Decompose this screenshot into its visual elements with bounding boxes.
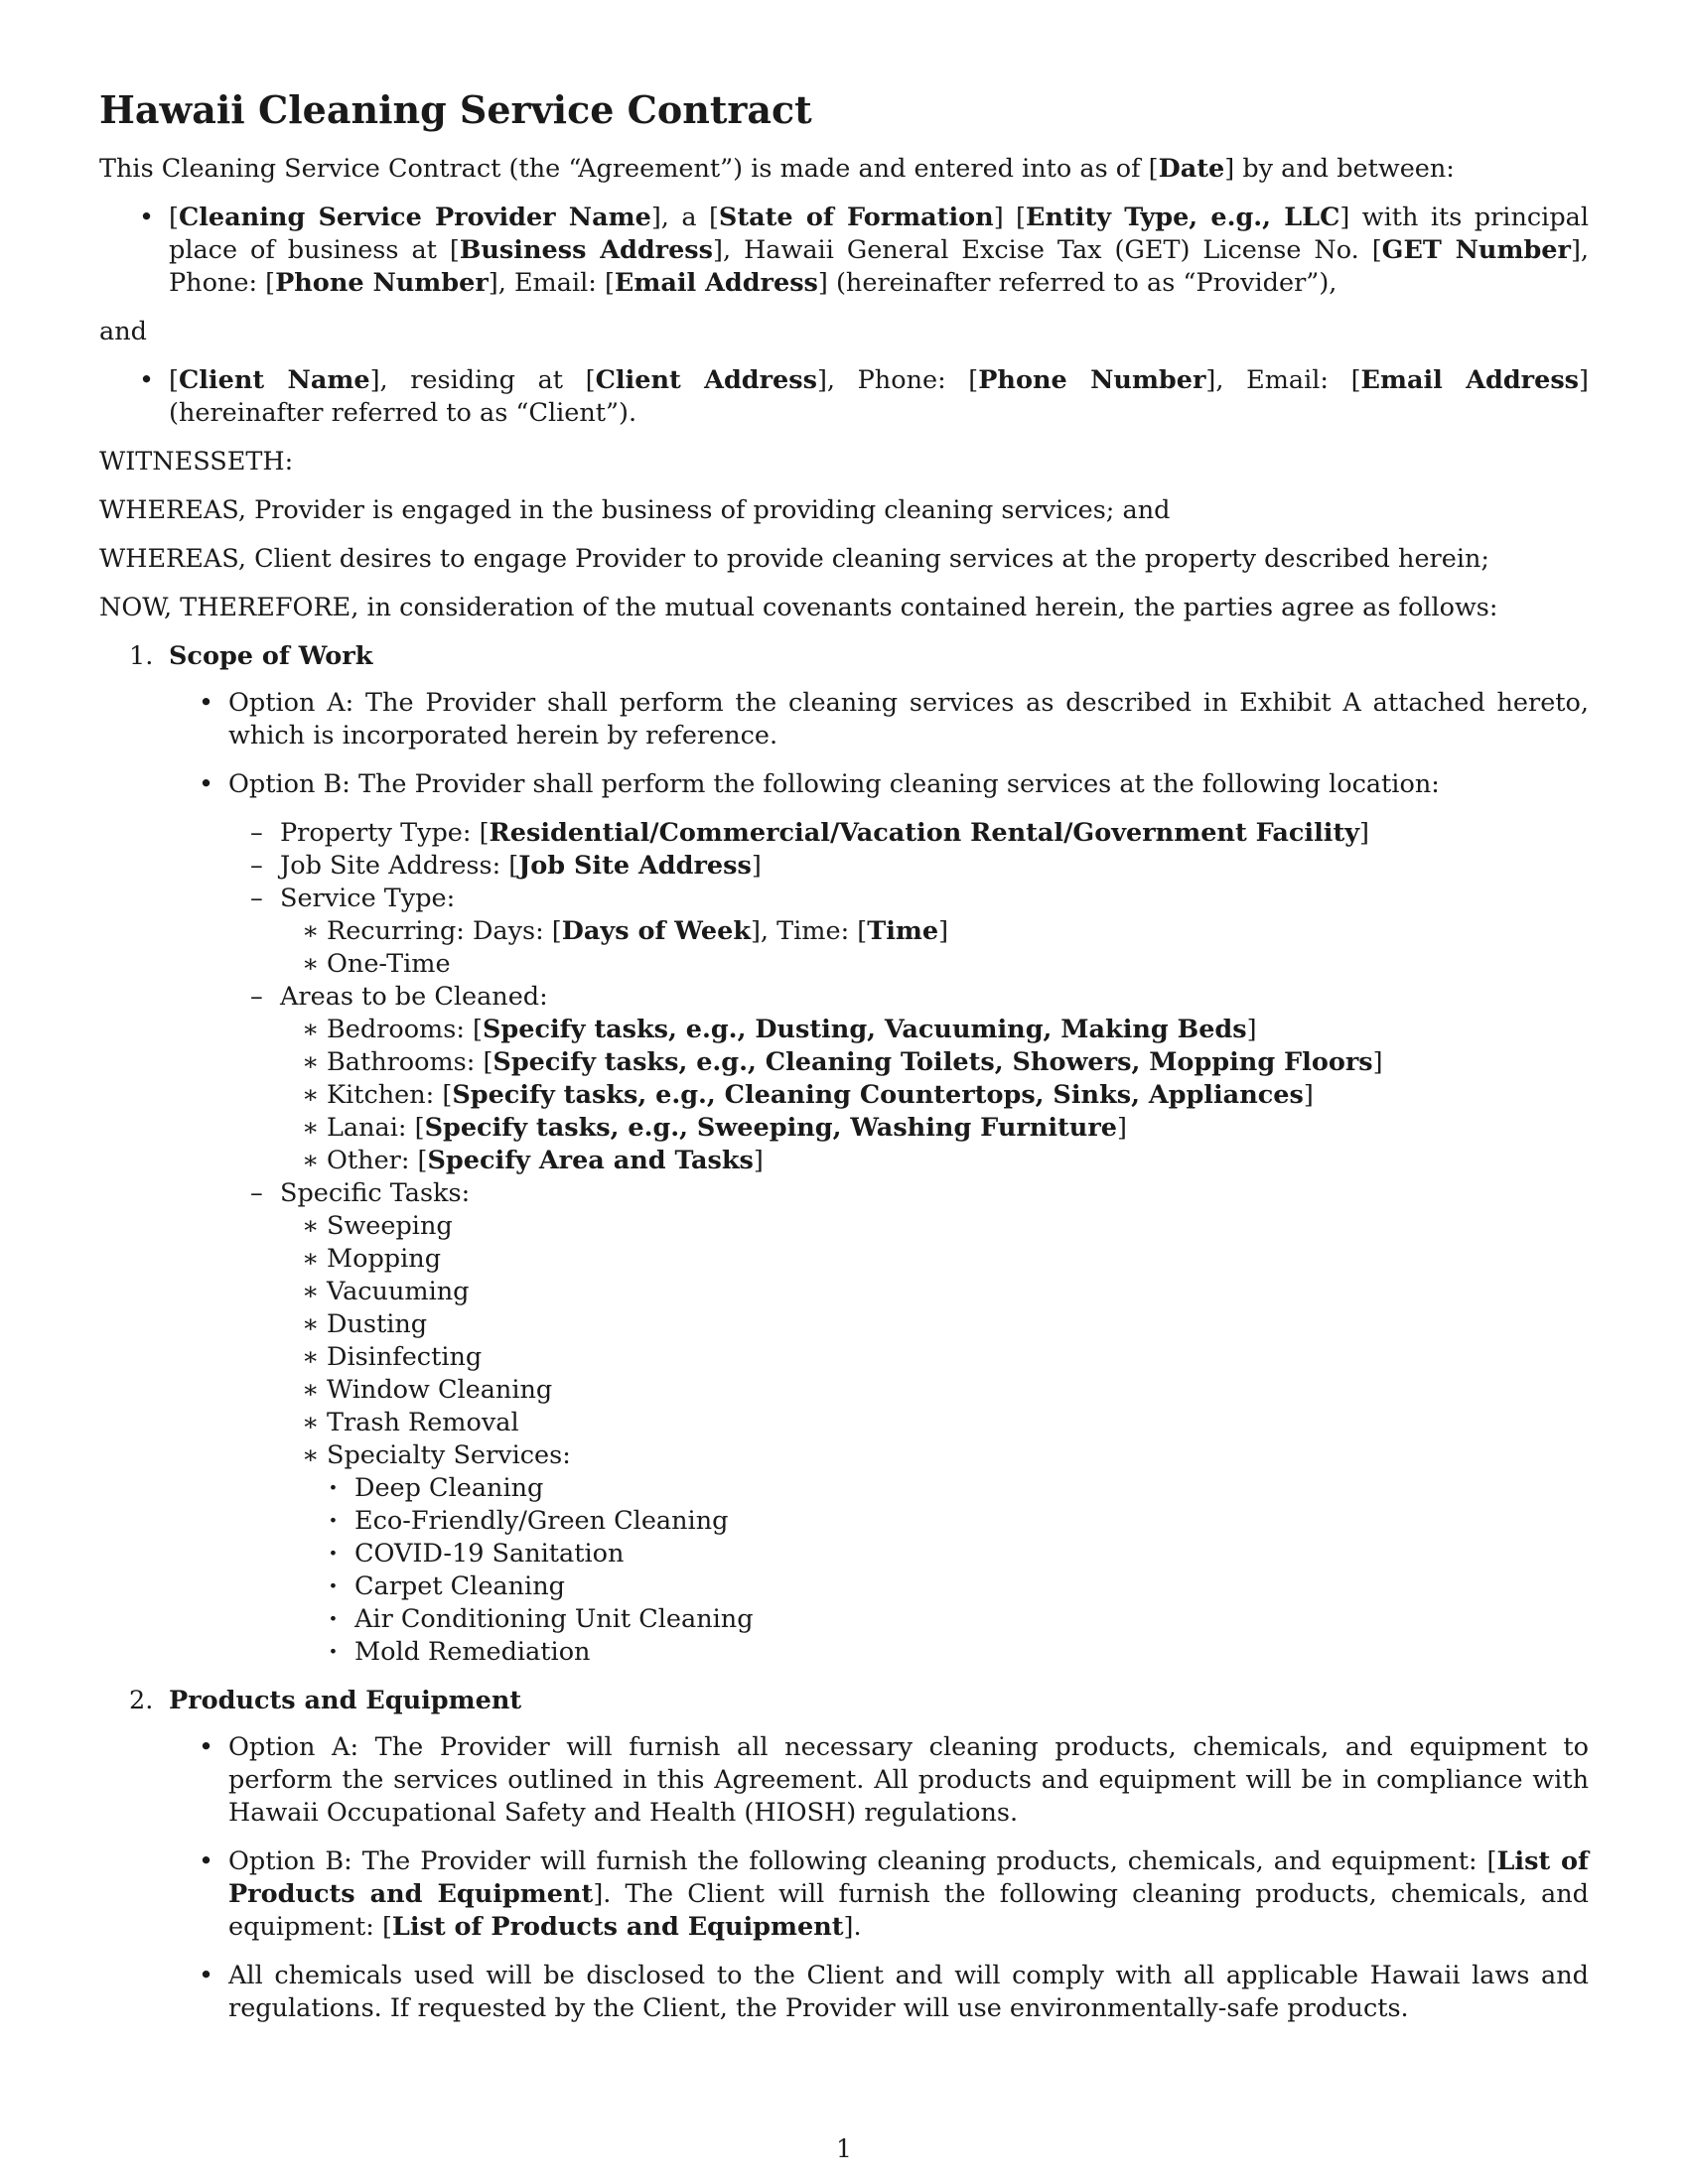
scope-option-b: • Option B: The Provider shall perform the following cleaning services at the following location: – Property Type: [Residential/Commercial/Vacation Rental/Government Facility] – Job Site Address: [Job Site Address] – Service Type: ∗ Recurring: Days: [Days of Week], Time: [Time] ∗ One-Time – Areas to be Cleaned: ∗ Bedrooms: [Specify tasks, e.g., Dusting, Vacuuming, Making Beds] ∗ Bathrooms: [Specify tasks, e.g., Cleaning Toilets, Showers, Mopping Floors] ∗ Kitchen: [Specify tasks, e.g., Cleaning Countertops, Sinks, Appliances] ∗ Lanai: [Specify tasks, e.g., Sweeping, Washing Furniture] ∗ Other: [Specify Area and Tasks] – Specific Tasks: ∗ Sweeping ∗ Mopping ∗ Vacuuming ∗ Dusting ∗ Disinfecting ∗ Window Cleaning ∗ Trash Removal ∗ Specialty Services: · Deep Cleaning · Eco-Friendly/Green Cleaning · COVID-19 Sanitation · Carpet Cleaning · Air Conditioning Unit Cleaning · Mold Remediation xyxy=(169,768,1589,1669)
client-party: • [Client Name], residing at [Client Address], Phone: [Phone Number], Email: [Email Address] (hereinafter referred to as “Client”). xyxy=(99,364,1589,430)
specialty-item: · COVID-19 Sanitation xyxy=(327,1538,1589,1570)
and-text: and xyxy=(99,317,147,346)
page-number: 1 xyxy=(836,2134,852,2163)
task-item: ∗ Mopping xyxy=(280,1243,1589,1276)
provider-party-list xyxy=(99,202,1589,300)
service-recurring: ∗ Recurring: Days: [Days of Week], Time: [Time] xyxy=(280,915,1589,948)
service-type: – Service Type: ∗ Recurring: Days: [Days of Week], Time: [Time] ∗ One-Time xyxy=(228,883,1589,981)
witnesseth: WITNESSETH: xyxy=(99,447,294,477)
section-number: 2. xyxy=(129,1686,154,1715)
contract-sections xyxy=(99,640,1589,2025)
specific-tasks: – Specific Tasks: ∗ Sweeping ∗ Mopping ∗ Vacuuming ∗ Dusting ∗ Disinfecting ∗ Window Cleaning ∗ Trash Removal ∗ Specialty Services: · Deep Cleaning · Eco-Friendly/Green Cleaning · COVID-19 Sanitation · Carpet Cleaning · Air Conditioning Unit Cleaning · Mold Remediation xyxy=(228,1177,1589,1669)
areas-to-be-cleaned: – Areas to be Cleaned: ∗ Bedrooms: [Specify tasks, e.g., Dusting, Vacuuming, Making Beds] ∗ Bathrooms: [Specify tasks, e.g., Cleaning Toilets, Showers, Mopping Floors] ∗ Kitchen: [Specify tasks, e.g., Cleaning Countertops, Sinks, Appliances] ∗ Lanai: [Specify tasks, e.g., Sweeping, Washing Furniture] ∗ Other: [Specify Area and Tasks] xyxy=(228,981,1589,1177)
task-item: ∗ Vacuuming xyxy=(280,1276,1589,1308)
area-other: ∗ Other: [Specify Area and Tasks] xyxy=(280,1145,1589,1177)
specialty-item: · Mold Remediation xyxy=(327,1636,1589,1669)
task-item: ∗ Window Cleaning xyxy=(280,1374,1589,1407)
task-item: ∗ Sweeping xyxy=(280,1210,1589,1243)
section-products-and-equipment xyxy=(99,1685,1589,2025)
area-kitchen: ∗ Kitchen: [Specify tasks, e.g., Cleaning Countertops, Sinks, Appliances] xyxy=(280,1079,1589,1112)
whereas-clause-2: WHEREAS, Client desires to engage Provider to provide cleaning services at the property described herein; xyxy=(99,544,1490,574)
intro-paragraph: This Cleaning Service Contract (the “Agreement”) is made and entered into as of [Date] by and between: xyxy=(99,154,1455,184)
scope-options xyxy=(169,687,1589,1669)
specialty-item: · Carpet Cleaning xyxy=(327,1570,1589,1603)
specialty-services: ∗ Specialty Services: · Deep Cleaning · Eco-Friendly/Green Cleaning · COVID-19 Sanitation · Carpet Cleaning · Air Conditioning Unit Cleaning · Mold Remediation xyxy=(280,1439,1589,1669)
area-bathrooms: ∗ Bathrooms: [Specify tasks, e.g., Cleaning Toilets, Showers, Mopping Floors] xyxy=(280,1046,1589,1079)
area-bedrooms: ∗ Bedrooms: [Specify tasks, e.g., Dusting, Vacuuming, Making Beds] xyxy=(280,1014,1589,1046)
chemicals-disclosure: • All chemicals used will be disclosed to the Client and will comply with all applicable Hawaii laws and regulations. If requested by the Client, the Provider will use environmentally-safe products. xyxy=(169,1960,1589,2025)
task-item: ∗ Dusting xyxy=(280,1308,1589,1341)
specialty-item: · Eco-Friendly/Green Cleaning xyxy=(327,1505,1589,1538)
task-item: ∗ Trash Removal xyxy=(280,1407,1589,1439)
task-item: ∗ Disinfecting xyxy=(280,1341,1589,1374)
section-heading: Scope of Work xyxy=(169,641,373,671)
scope-details xyxy=(228,817,1589,1669)
specialty-item: · Deep Cleaning xyxy=(327,1472,1589,1505)
service-type-list xyxy=(280,915,1589,981)
tasks-list xyxy=(280,1210,1589,1669)
products-option-b: • Option B: The Provider will furnish the following cleaning products, chemicals, and equipment: [List of Products and Equipment]. The Client will furnish the following cleaning products, chemicals, and equipment: [List of Products and Equipment]. xyxy=(169,1845,1589,1944)
scope-option-a: • Option A: The Provider shall perform the cleaning services as described in Exhibit A attached hereto, which is incorporated herein by reference. xyxy=(169,687,1589,752)
document-title: Hawaii Cleaning Service Contract xyxy=(99,87,812,132)
products-option-a: • Option A: The Provider will furnish all necessary cleaning products, chemicals, and equipment to perform the services outlined in this Agreement. All products and equipment will be in compliance with Hawaii Occupational Safety and Health (HIOSH) regulations. xyxy=(169,1731,1589,1830)
section-scope-of-work xyxy=(99,640,1589,1669)
job-site-address: – Job Site Address: [Job Site Address] xyxy=(228,850,1589,883)
areas-list xyxy=(280,1014,1589,1177)
property-type: – Property Type: [Residential/Commercial/Vacation Rental/Government Facility] xyxy=(228,817,1589,850)
specialty-list xyxy=(327,1472,1589,1669)
area-lanai: ∗ Lanai: [Specify tasks, e.g., Sweeping, Washing Furniture] xyxy=(280,1112,1589,1145)
service-one-time: ∗ One-Time xyxy=(280,948,1589,981)
section-number: 1. xyxy=(129,641,154,671)
contract-page xyxy=(99,87,1589,2041)
client-party-list xyxy=(99,364,1589,430)
whereas-clause-1: WHEREAS, Provider is engaged in the business of providing cleaning services; and xyxy=(99,495,1171,525)
section-heading: Products and Equipment xyxy=(169,1686,522,1715)
provider-party: • [Cleaning Service Provider Name], a [State of Formation] [Entity Type, e.g., LLC] with its principal place of business at [Business Address], Hawaii General Excise Tax (GET) License No. [GET Number], Phone: [Phone Number], Email: [Email Address] (hereinafter referred to as “Provider”), xyxy=(99,202,1589,300)
now-therefore-clause: NOW, THEREFORE, in consideration of the mutual covenants contained herein, the parties agree as follows: xyxy=(99,593,1498,622)
specialty-item: · Air Conditioning Unit Cleaning xyxy=(327,1603,1589,1636)
date-placeholder: Date xyxy=(1158,154,1225,184)
products-options xyxy=(169,1731,1589,2025)
